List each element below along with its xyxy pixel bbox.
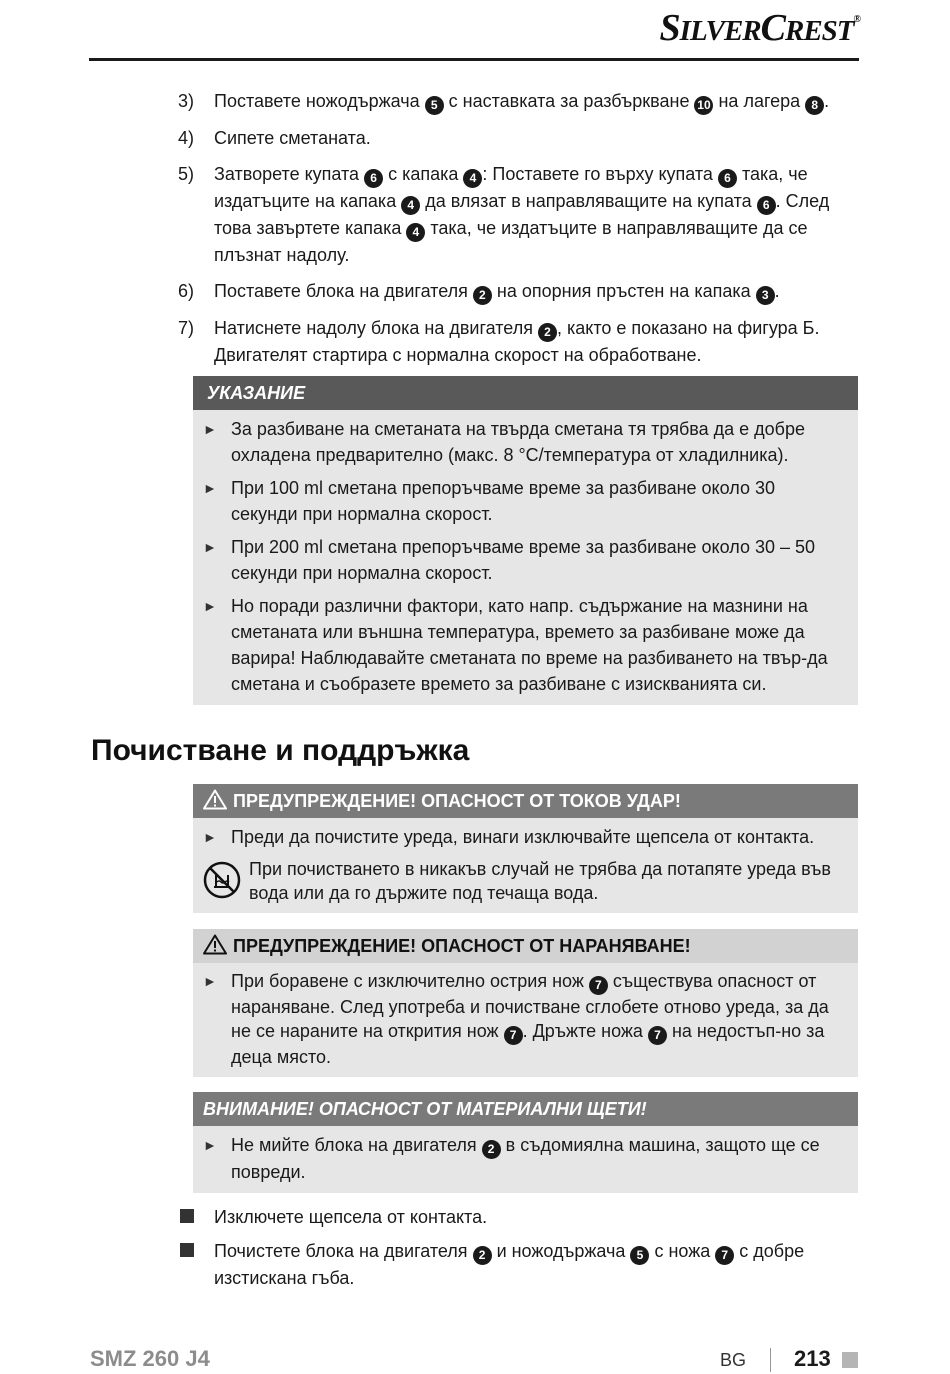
caution-damage-title: ВНИМАНИЕ! ОПАСНОСТ ОТ МАТЕРИАЛНИ ЩЕТИ! (193, 1092, 858, 1126)
procedure-steps (178, 88, 868, 378)
caution-damage-body (193, 1126, 858, 1193)
step-item (178, 278, 868, 305)
part-number-badge: 7 (504, 1026, 523, 1045)
section-title: Почистване и поддръжка (91, 734, 470, 767)
arrow-right-icon: ► (203, 421, 217, 437)
part-number-badge: 8 (805, 96, 824, 115)
part-number-badge: 5 (425, 96, 444, 115)
no-immerse-note: При почистването в никакъв случай не трябва да потапяте уреда във вода или да го държите под течаща вода. (203, 857, 844, 905)
step-text: Поставете блока на двигателя 2 на опорния пръстен на капака 3 . (214, 281, 780, 301)
part-number-badge: 4 (463, 169, 482, 188)
part-number-badge: 7 (715, 1246, 734, 1265)
step-item (178, 125, 868, 151)
header-rule (89, 58, 859, 61)
step-number: 4) (178, 128, 195, 148)
footer-model: SMZ 260 J4 (90, 1346, 210, 1371)
cleaning-steps (178, 1204, 868, 1299)
part-number-badge: 3 (756, 286, 775, 305)
part-number-badge: 2 (473, 286, 492, 305)
warning-injury-title: ПРЕДУПРЕЖДЕНИЕ! ОПАСНОСТ ОТ НАРАНЯВАНЕ! (193, 929, 858, 963)
footer-page-number: 213 (794, 1346, 831, 1371)
step-item (178, 88, 868, 115)
step-number: 3) (178, 91, 195, 111)
note-item: ► При 100 ml сметана препоръчваме време за разбиване около 30 секунди при нормална скорост. (203, 475, 844, 527)
footer-divider (770, 1348, 771, 1372)
arrow-right-icon: ► (203, 598, 217, 614)
part-number-badge: 7 (589, 976, 608, 995)
note-box-body (193, 410, 858, 705)
part-number-badge: 2 (473, 1246, 492, 1265)
note-item: ► При 200 ml сметана препоръчваме време за разбиване около 30 – 50 секунди при нормална скорост. (203, 534, 844, 586)
arrow-right-icon: ► (203, 829, 217, 845)
part-number-badge: 6 (364, 169, 383, 188)
step-item (178, 161, 868, 268)
warning-triangle-icon (203, 934, 227, 955)
warning-shock-box (193, 784, 858, 913)
footer-language: BG (720, 1350, 747, 1370)
warning-item: ► Преди да почистите уреда, винаги изключвайте щепсела от контакта. (203, 824, 844, 850)
step-text: Натиснете надолу блока на двигателя 2 , както е показано на фигура Б. Двигателят стартира с нормална скорост на обработване. (214, 318, 820, 365)
footer-square-icon (842, 1352, 858, 1368)
part-number-badge: 4 (406, 223, 425, 242)
note-box (193, 376, 858, 705)
part-number-badge: 10 (694, 96, 713, 115)
brand-logo: SILVERCREST® (659, 7, 860, 49)
arrow-right-icon: ► (203, 539, 217, 555)
cleaning-step: Изключете щепсела от контакта. (178, 1204, 868, 1230)
note-item: ► За разбиване на сметаната на твърда сметана тя трябва да е добре охладена предварително (макс. 8 °C/температура от хладилника). (203, 416, 844, 468)
arrow-right-icon: ► (203, 1137, 217, 1153)
part-number-badge: 2 (482, 1140, 501, 1159)
part-number-badge: 5 (630, 1246, 649, 1265)
step-text: Затворете купата 6 с капака 4 : Поставете го върху купата 6 така, че издатъците на капака 4 да влязат в направляващите на купата 6 . След това завъртете капака 4 така, че издатъците в направляващите да се плъзнат надолу. (214, 164, 830, 265)
warning-shock-body (193, 818, 858, 913)
no-water-immersion-icon (203, 861, 241, 899)
note-box-title: УКАЗАНИЕ (193, 376, 858, 410)
warning-injury-box (193, 929, 858, 1077)
part-number-badge: 7 (648, 1026, 667, 1045)
part-number-badge: 4 (401, 196, 420, 215)
step-item (178, 315, 868, 368)
caution-item: ► Не мийте блока на двигателя 2 в съдомиялна машина, защото ще се повреди. (203, 1132, 844, 1185)
caution-damage-box (193, 1092, 858, 1193)
warning-triangle-icon (203, 789, 227, 810)
step-text: Поставете ножодържача 5 с наставката за разбъркване 10 на лагера 8 . (214, 91, 829, 111)
part-number-badge: 6 (718, 169, 737, 188)
step-number: 7) (178, 318, 195, 338)
part-number-badge: 6 (757, 196, 776, 215)
step-text: Сипете сметаната. (214, 128, 371, 148)
cleaning-step: Почистете блока на двигателя 2 и ножодържача 5 с ножа 7 с добре изстискана гъба. (178, 1238, 868, 1291)
part-number-badge: 2 (538, 323, 557, 342)
square-bullet-icon (180, 1209, 194, 1223)
warning-item: ► При боравене с изключително острия нож 7 съществува опасност от нараняване. След употреба и почистване сглобете отново уреда, за да не се нараните на открития нож 7 . Дръжте ножа 7 на недостъп-но за деца място. (203, 971, 829, 1067)
note-item: ► Но поради различни фактори, като напр. съдържание на мазнини на сметаната или външна температура, времето за разбиване може да варира! Наблюдавайте сметаната по време на разбиването на твър-да сметана и съобразете времето за разбиване с изискванията си. (203, 593, 844, 697)
warning-shock-title: ПРЕДУПРЕЖДЕНИЕ! ОПАСНОСТ ОТ ТОКОВ УДАР! (193, 784, 858, 818)
arrow-right-icon: ► (203, 480, 217, 496)
square-bullet-icon (180, 1243, 194, 1257)
step-number: 5) (178, 164, 195, 184)
warning-injury-body (193, 963, 858, 1077)
arrow-right-icon: ► (203, 973, 217, 989)
step-number: 6) (178, 281, 195, 301)
